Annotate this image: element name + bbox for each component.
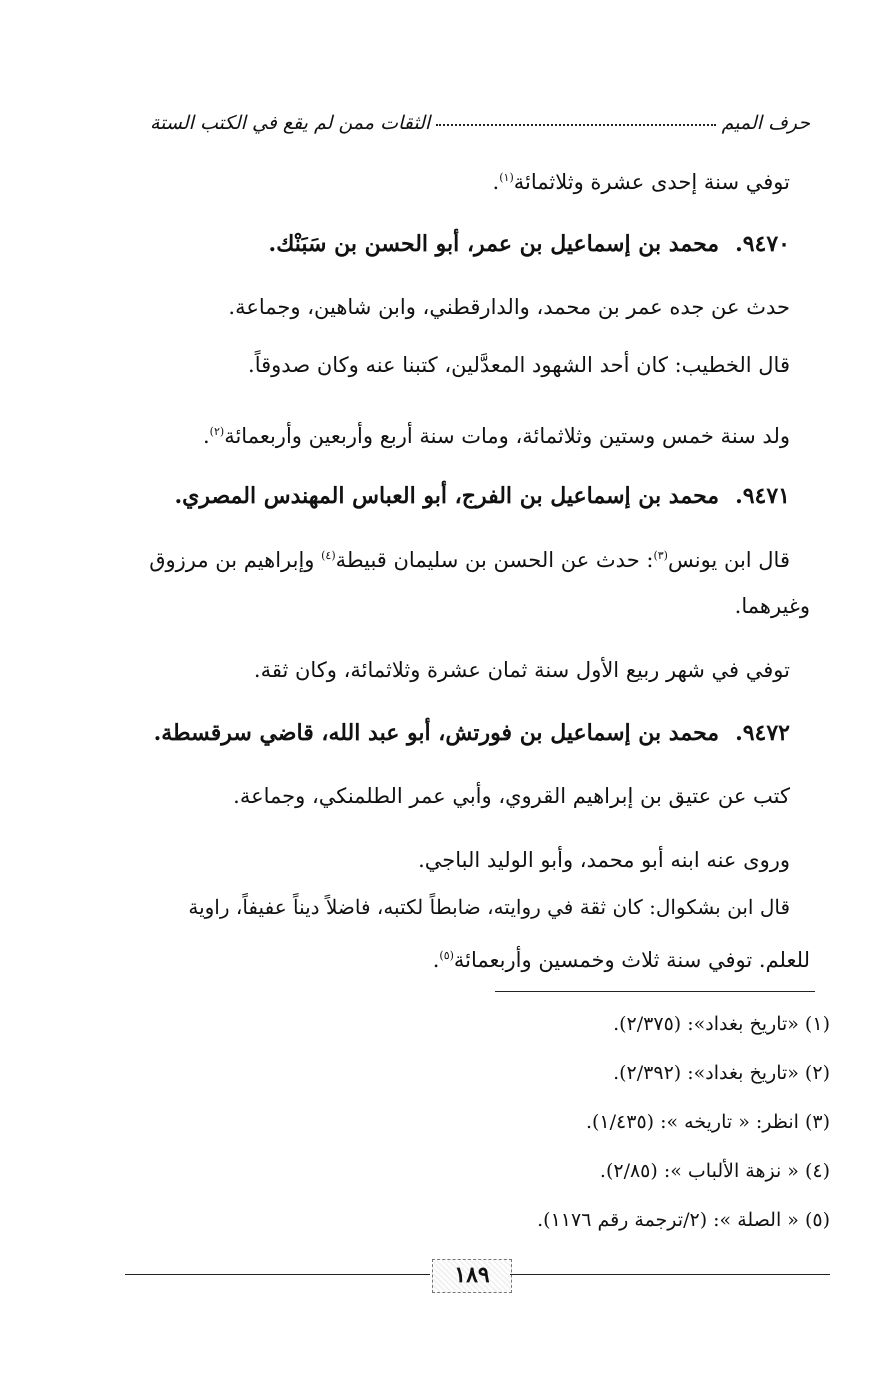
footnote-separator xyxy=(495,991,815,992)
body-line-8: كتب عن عتيق بن إبراهيم القروي، وأبي عمر الطلمنكي، وجماعة. xyxy=(233,784,790,808)
body-line-2: حدث عن جده عمر بن محمد، والدارقطني، وابن شاهين، وجماعة. xyxy=(228,295,790,319)
header-chapter-title: حرف الميم xyxy=(721,112,810,134)
body-text: توفي سنة إحدى عشرة وثلاثمائة xyxy=(513,170,790,194)
body-text: : حدث عن الحسن بن سليمان قبيطة xyxy=(335,548,654,572)
body-line-7: توفي في شهر ربيع الأول سنة ثمان عشرة وثلاثمائة، وكان ثقة. xyxy=(253,658,790,682)
footer-rule-left xyxy=(125,1274,430,1275)
entry-title: محمد بن إسماعيل بن الفرج، أبو العباس المهندس المصري. xyxy=(174,483,720,509)
footer-rule-right xyxy=(510,1274,830,1275)
footnote-4: (٤) « نزهة الألباب »: (٢/٨٥). xyxy=(599,1160,830,1182)
page-number: ١٨٩ xyxy=(432,1259,512,1293)
entry-number: ٩٤٧٠. xyxy=(735,231,790,257)
footnote-ref-1: (١) xyxy=(499,171,514,184)
body-line-4: ولد سنة خمس وستين وثلاثمائة، ومات سنة أربع وأربعين وأربعمائة$^{(٢)}$. xyxy=(202,424,790,448)
footnote-3: (٣) انظر: « تاريخه »: (١/٤٣٥). xyxy=(585,1111,830,1133)
footnote-ref-4: (٤) xyxy=(321,549,336,562)
footnote-5: (٥) « الصلة »: (٢/ترجمة رقم ١١٧٦). xyxy=(537,1209,830,1231)
footnote-ref-5: (٥) xyxy=(439,949,454,962)
body-line-9: وروى عنه ابنه أبو محمد، وأبو الوليد الباجي. xyxy=(418,848,790,872)
footnote-2: (٢) «تاريخ بغداد»: (٢/٣٩٢). xyxy=(613,1062,830,1084)
header-dot-leader xyxy=(436,124,715,126)
running-header xyxy=(150,100,810,134)
footnote-ref-3: (٣) xyxy=(653,549,668,562)
body-text: ولد سنة خمس وستين وثلاثمائة، ومات سنة أربع وأربعين وأربعمائة xyxy=(224,424,790,448)
entry-heading-9472 xyxy=(120,718,790,748)
body-line-1: توفي سنة إحدى عشرة وثلاثمائة$^{(١)}$. xyxy=(492,170,790,194)
body-text: للعلم. توفي سنة ثلاث وخمسين وأربعمائة xyxy=(453,948,810,972)
body-line-5 xyxy=(100,541,790,575)
entry-title: محمد بن إسماعيل بن فورتش، أبو عبد الله، قاضي سرقسطة. xyxy=(153,720,720,746)
body-line-11: للعلم. توفي سنة ثلاث وخمسين وأربعمائة$^{(٥)}$. xyxy=(432,948,810,972)
footnote-1: (١) «تاريخ بغداد»: (٢/٣٧٥). xyxy=(613,1013,830,1035)
entry-heading-9471 xyxy=(120,481,790,511)
header-book-title: الثقات ممن لم يقع في الكتب الستة xyxy=(150,112,431,134)
entry-title: محمد بن إسماعيل بن عمر، أبو الحسن بن سَبَنْك. xyxy=(268,231,720,257)
entry-number: ٩٤٧٢. xyxy=(735,720,790,746)
body-text: قال ابن يونس xyxy=(667,548,790,572)
entry-heading-9470 xyxy=(120,229,790,259)
body-line-3: قال الخطيب: كان أحد الشهود المعدَّلين، كتبنا عنه وكان صدوقاً. xyxy=(248,353,790,377)
footnote-ref-2: (٢) xyxy=(209,425,225,438)
body-line-10: قال ابن بشكوال: كان ثقة في روايته، ضابطاً لكتبه، فاضلاً ديناً عفيفاً، راوية xyxy=(188,895,790,919)
body-line-6: وغيرهما. xyxy=(734,594,810,618)
entry-number: ٩٤٧١. xyxy=(735,483,790,509)
body-text: وإبراهيم بن مرزوق xyxy=(149,548,322,572)
